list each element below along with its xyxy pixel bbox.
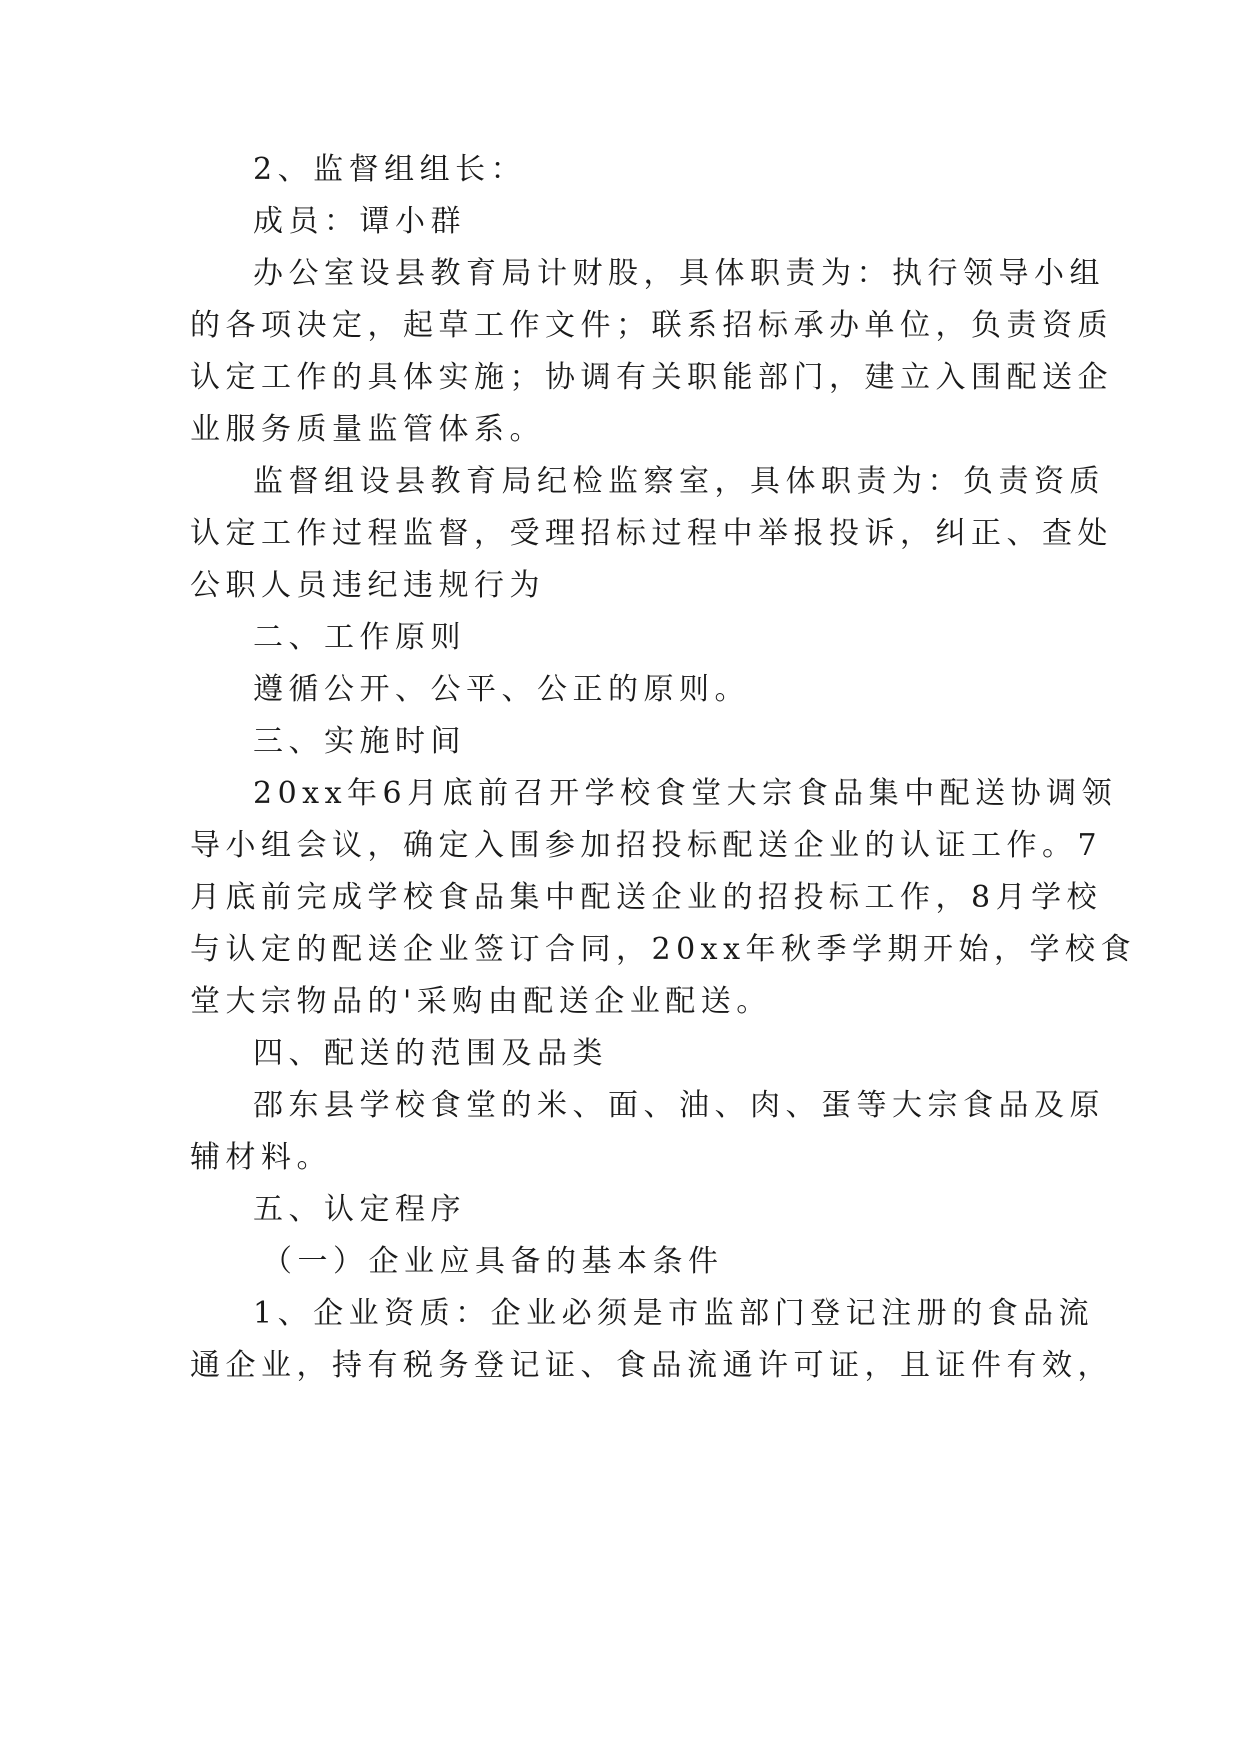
section-heading: 五、认定程序: [253, 1192, 466, 1227]
text-line: 邵东县学校食堂的米、面、油、肉、蛋等大宗食品及原: [253, 1088, 1105, 1123]
text-line: 认定工作过程监督，受理招标过程中举报投诉，纠正、查处: [190, 516, 1113, 551]
text-line: 1、企业资质：企业必须是市监部门登记注册的食品流: [253, 1296, 1095, 1331]
text-line: 认定工作的具体实施；协调有关职能部门，建立入围配送企: [190, 360, 1113, 395]
subsection-heading: （一）企业应具备的基本条件: [262, 1244, 724, 1279]
text-line: 通企业，持有税务登记证、食品流通许可证，且证件有效，: [190, 1348, 1113, 1383]
text-line: 监督组设县教育局纪检监察室，具体职责为：负责资质: [253, 464, 1105, 499]
text-line: 业服务质量监管体系。: [190, 412, 545, 447]
text-line: 的各项决定，起草工作文件；联系招标承办单位，负责资质: [190, 308, 1113, 343]
text-line: 与认定的配送企业签订合同，20xx年秋季学期开始，学校食: [190, 932, 1137, 967]
text-line: 堂大宗物品的'采购由配送企业配送。: [190, 984, 772, 1019]
text-line: 月底前完成学校食品集中配送企业的招投标工作，8月学校: [190, 880, 1103, 915]
section-heading: 四、配送的范围及品类: [253, 1036, 608, 1071]
text-line: 导小组会议，确定入围参加招投标配送企业的认证工作。7: [190, 828, 1103, 863]
section-heading: 三、实施时间: [253, 724, 466, 759]
section-heading: 二、工作原则: [253, 620, 466, 655]
text-line: 办公室设县教育局计财股，具体职责为：执行领导小组: [253, 256, 1105, 291]
text-line: 辅材料。: [190, 1140, 332, 1175]
text-line: 2、监督组组长：: [253, 152, 527, 187]
text-line: 成员：谭小群: [253, 204, 466, 239]
text-line: 遵循公开、公平、公正的原则。: [253, 672, 750, 707]
text-line: 公职人员违纪违规行为: [190, 568, 545, 603]
text-line: 20xx年6月底前召开学校食堂大宗食品集中配送协调领: [253, 776, 1118, 811]
